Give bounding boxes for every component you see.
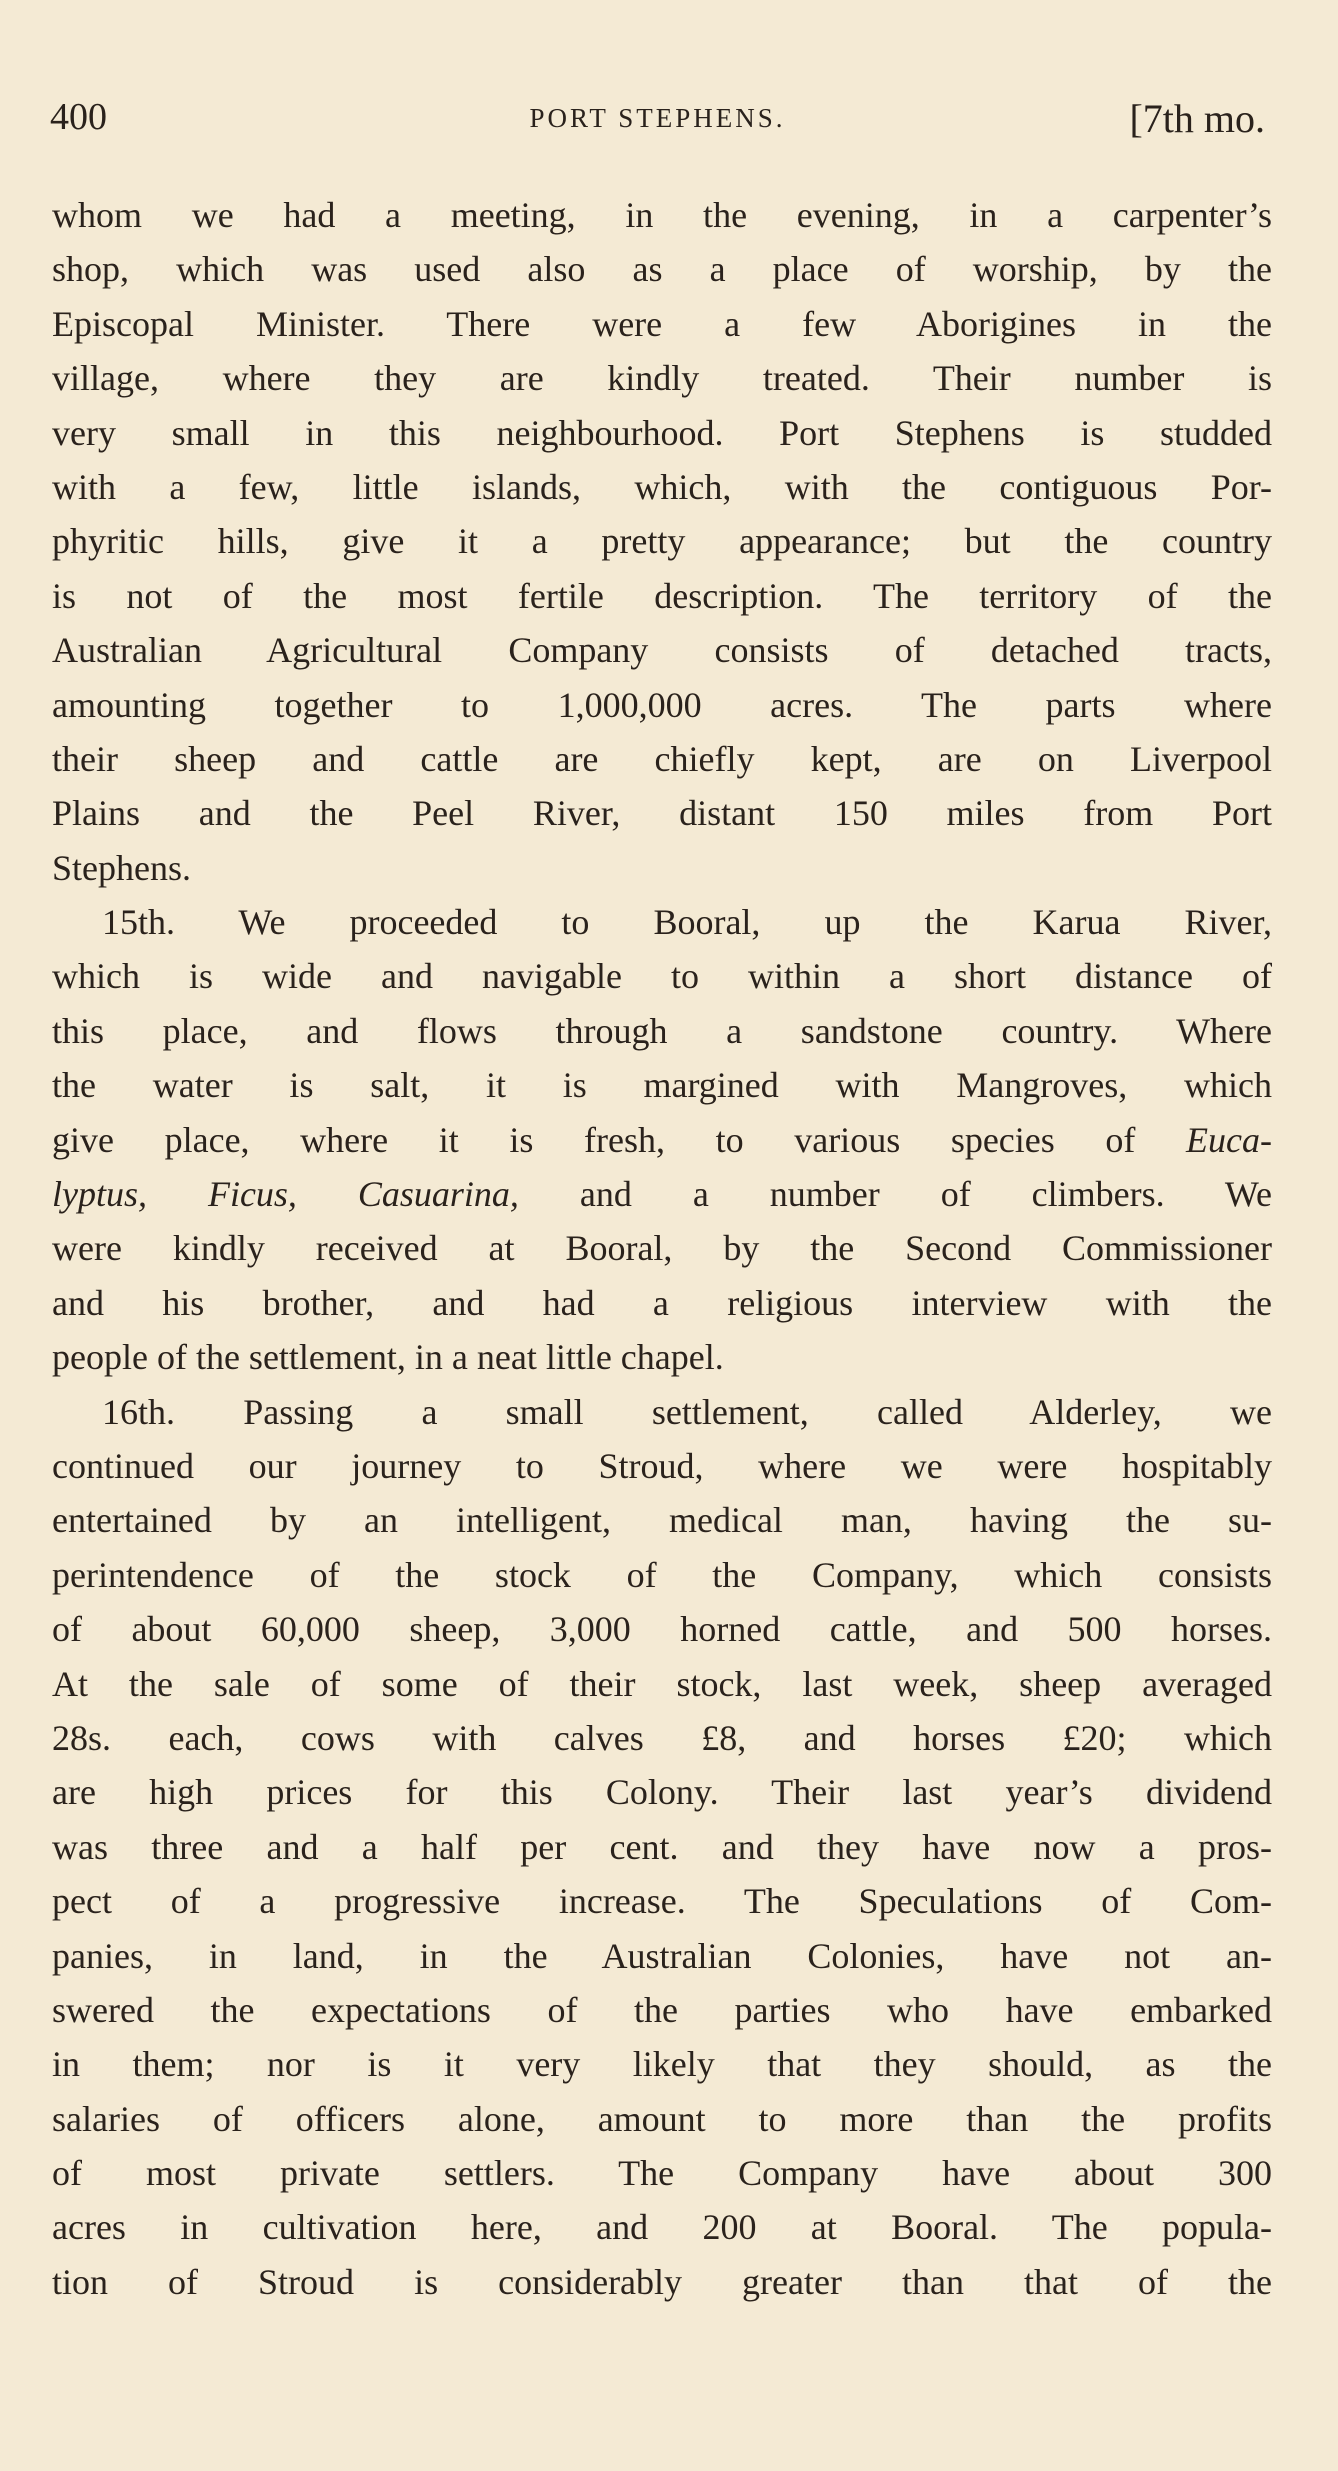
text-line: the water is salt, it is margined with Mangroves, which <box>52 1065 1272 1106</box>
page-number: 400 <box>50 96 107 138</box>
italic-text: lyptus, Ficus, Casuarina, <box>52 1174 519 1215</box>
text-line: amounting together to 1,000,000 acres. The parts where <box>52 684 1272 725</box>
italic-text: Euca- <box>1186 1119 1272 1160</box>
text-line: salaries of officers alone, amount to more than the profits <box>52 2098 1272 2139</box>
text-line: Stephens. <box>52 847 191 888</box>
text-line: Plains and the Peel River, distant 150 miles from Port <box>52 793 1272 834</box>
text-line <box>52 1113 1272 1167</box>
text-line: which is wide and navigable to within a short distance of <box>52 956 1272 997</box>
text-line: this place, and flows through a sandstone country. Where <box>52 1010 1272 1051</box>
text-line: in them; nor is it very likely that they should, as the <box>52 2044 1272 2085</box>
text-line: Australian Agricultural Company consists of detached tracts, <box>52 630 1272 671</box>
text-line: pect of a progressive increase. The Speculations of Com- <box>52 1881 1272 1922</box>
section-mark: [7th mo. <box>1129 96 1265 141</box>
text-line: was three and a half per cent. and they have now a pros- <box>52 1826 1272 1867</box>
text-line: 28s. each, cows with calves £8, and horses £20; which <box>52 1717 1272 1758</box>
text-line: continued our journey to Stroud, where we were hospitably <box>52 1445 1272 1486</box>
text-line: acres in cultivation here, and 200 at Booral. The popula- <box>52 2207 1272 2248</box>
text-line: of most private settlers. The Company have about 300 <box>52 2153 1272 2194</box>
running-title: PORT STEPHENS. <box>529 103 786 133</box>
text-line: 15th. We proceeded to Booral, up the Karua River, <box>102 902 1272 943</box>
text-line: their sheep and cattle are chiefly kept, are on Liverpool <box>52 738 1272 779</box>
text-line: perintendence of the stock of the Company, which consists <box>52 1554 1272 1595</box>
page-header <box>50 95 1265 145</box>
text-line: At the sale of some of their stock, last week, sheep averaged <box>52 1663 1272 1704</box>
text-line <box>52 1167 1272 1221</box>
text-segment: give place, where it is fresh, to various species of <box>52 1119 1187 1160</box>
text-line: entertained by an intelligent, medical man, having the su- <box>52 1500 1272 1541</box>
text-line: shop, which was used also as a place of worship, by the <box>52 249 1272 290</box>
text-line: whom we had a meeting, in the evening, in a carpenter’s <box>52 195 1272 235</box>
text-line: is not of the most fertile description. The territory of the <box>52 575 1272 616</box>
text-line: very small in this neighbourhood. Port Stephens is studded <box>52 412 1272 453</box>
text-line: of about 60,000 sheep, 3,000 horned cattle, and 500 horses. <box>52 1609 1272 1650</box>
body-text <box>52 188 1272 2309</box>
text-line: tion of Stroud is considerably greater than that of the <box>52 2261 1272 2302</box>
text-line: swered the expectations of the parties who have embarked <box>52 1989 1272 2030</box>
text-line: are high prices for this Colony. Their last year’s dividend <box>52 1772 1272 1813</box>
text-line: phyritic hills, give it a pretty appearance; but the country <box>52 521 1272 562</box>
text-line: village, where they are kindly treated. Their number is <box>52 358 1272 399</box>
text-line: with a few, little islands, which, with the contiguous Por- <box>52 466 1272 507</box>
text-line: people of the settlement, in a neat little chapel. <box>52 1337 724 1378</box>
text-line: Episcopal Minister. There were a few Aborigines in the <box>52 303 1272 344</box>
text-line: 16th. Passing a small settlement, called Alderley, we <box>102 1391 1272 1432</box>
text-segment: and a number of climbers. We <box>518 1174 1272 1215</box>
text-line: panies, in land, in the Australian Colonies, have not an- <box>52 1935 1272 1976</box>
text-line: and his brother, and had a religious interview with the <box>52 1282 1272 1323</box>
text-line: were kindly received at Booral, by the Second Commissioner <box>52 1228 1272 1269</box>
